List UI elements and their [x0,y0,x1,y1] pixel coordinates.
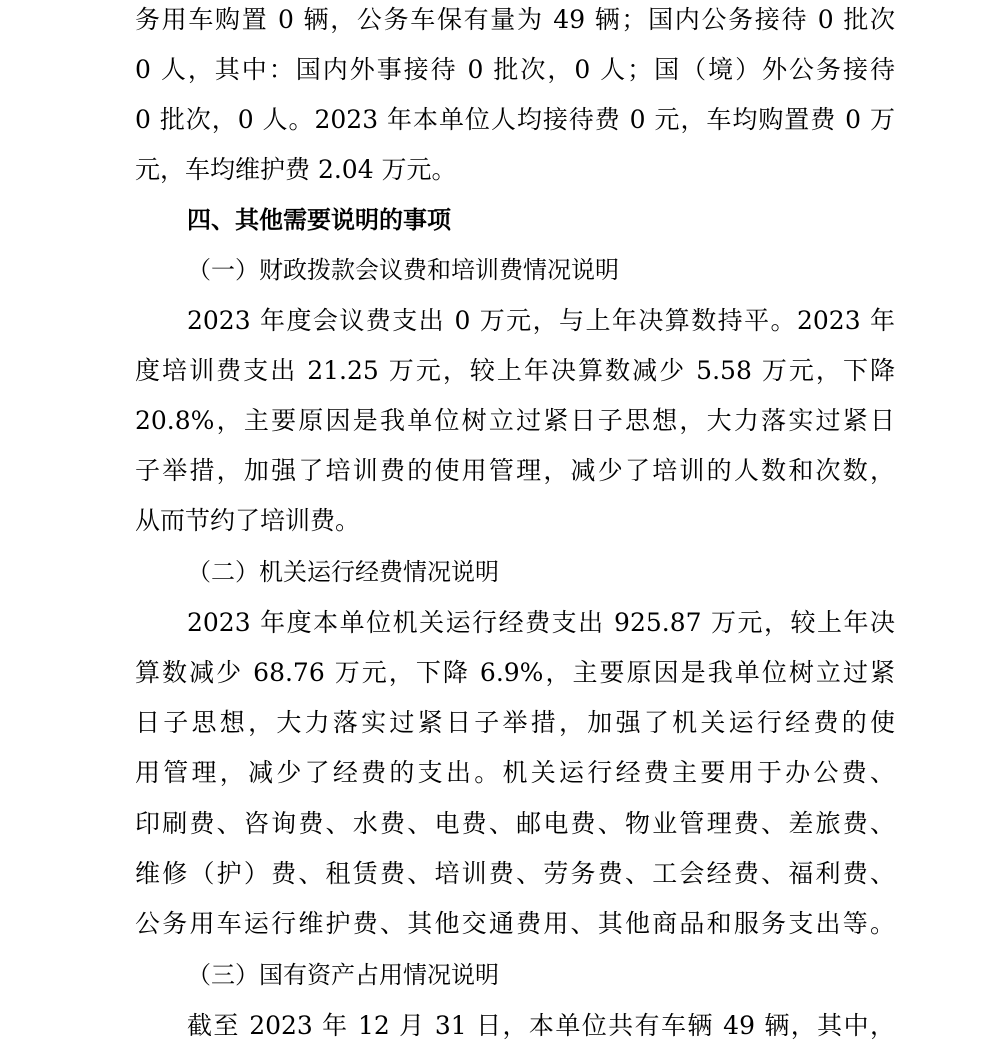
subsection-heading: （一）财政拨款会议费和培训费情况说明 [187,256,619,284]
paragraph-line: 截至 2023 年 12 月 31 日，本单位共有车辆 49 辆，其中， [187,1011,895,1040]
section-heading: 四、其他需要说明的事项 [187,206,451,234]
paragraph-line: 用管理，减少了经费的支出。机关运行经费主要用于办公费、 [135,758,895,787]
paragraph-line: 2023 年度会议费支出 0 万元，与上年决算数持平。2023 年 [187,306,895,335]
paragraph-line: 维修（护）费、租赁费、培训费、劳务费、工会经费、福利费、 [135,859,895,888]
paragraph-line: 元，车均维护费 2.04 万元。 [135,155,457,184]
paragraph-line: 0 人，其中：国内外事接待 0 批次，0 人；国（境）外公务接待 [135,55,895,84]
paragraph-line: 度培训费支出 21.25 万元，较上年决算数减少 5.58 万元，下降 [135,356,895,385]
paragraph-line: 公务用车运行维护费、其他交通费用、其他商品和服务支出等。 [135,909,895,938]
paragraph-line: 0 批次，0 人。2023 年本单位人均接待费 0 元，车均购置费 0 万 [135,105,895,134]
paragraph-line: 印刷费、咨询费、水费、电费、邮电费、物业管理费、差旅费、 [135,809,895,838]
paragraph-line: 务用车购置 0 辆，公务车保有量为 49 辆；国内公务接待 0 批次 [135,5,895,34]
document-page [135,0,895,1043]
paragraph-line: 算数减少 68.76 万元，下降 6.9%，主要原因是我单位树立过紧 [135,658,895,687]
paragraph-line: 日子思想，大力落实过紧日子举措，加强了机关运行经费的使 [135,708,895,737]
subsection-heading: （三）国有资产占用情况说明 [187,961,499,989]
paragraph-line: 子举措，加强了培训费的使用管理，减少了培训的人数和次数， [135,456,895,485]
paragraph-line: 2023 年度本单位机关运行经费支出 925.87 万元，较上年决 [187,608,895,637]
paragraph-line: 20.8%，主要原因是我单位树立过紧日子思想，大力落实过紧日 [135,406,895,435]
subsection-heading: （二）机关运行经费情况说明 [187,558,499,586]
paragraph-line: 从而节约了培训费。 [135,506,361,535]
